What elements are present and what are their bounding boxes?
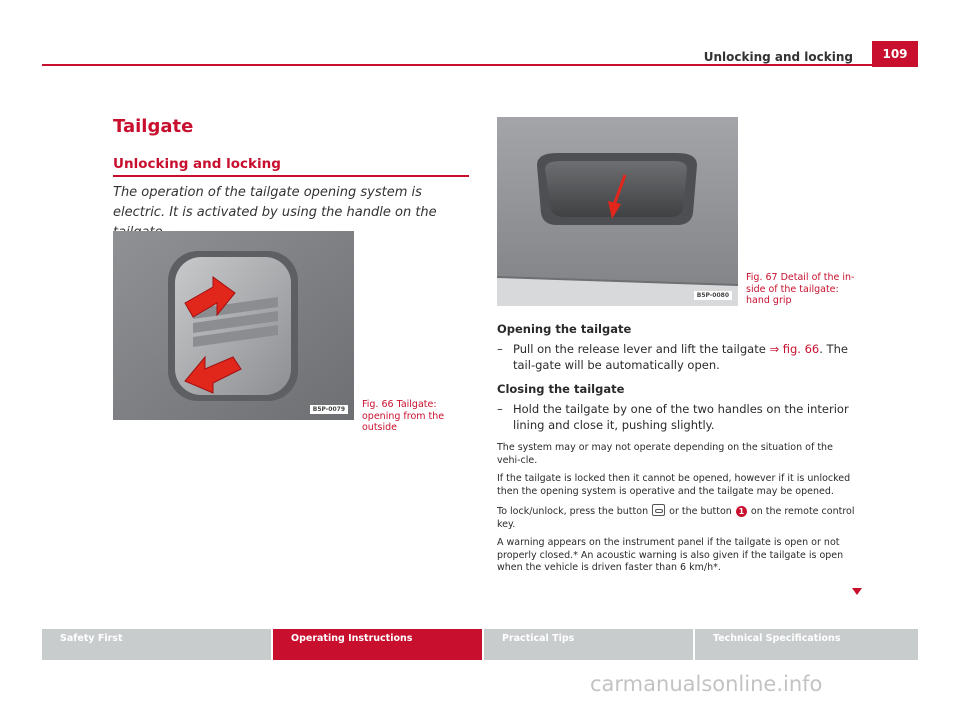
figure-code: B5P-0080 [694, 291, 732, 300]
step-dash: – [497, 342, 503, 356]
opening-text-b: . The tail-gate will be automatically open. [513, 342, 848, 372]
figure-66-image [113, 231, 354, 420]
section-title: Tailgate [113, 116, 194, 137]
subsection-title: Unlocking and locking [113, 156, 281, 172]
page-number: 109 [872, 41, 918, 67]
intro-text: The operation of the tailgate opening system is electric. It is activated by using the handle on the [113, 185, 437, 220]
closing-step [497, 402, 859, 433]
closing-text: Hold the tailgate by one of the two handles on the interior lining and close it, pushing slightly. [513, 402, 849, 432]
opening-step [497, 342, 859, 373]
note-3-text-b: or the button [666, 506, 735, 517]
triangle-down-icon [852, 588, 862, 595]
note-4: A warning appears on the instrument panel if the tailgate is open or not properly closed.* An acoustic warning is also given if the tailgate is open when the vehicle is driven faster than 6 km/h*. [497, 537, 844, 573]
figure-67-image [497, 117, 738, 306]
tab-safety-first[interactable]: Safety First [42, 629, 271, 660]
figure-67-caption: Fig. 67 Detail of the in-side of the tailgate: hand grip [746, 272, 855, 306]
figure-66-caption: Fig. 66 Tailgate: opening from the outside [362, 399, 445, 433]
header-rule [42, 64, 872, 66]
tailgate-button-icon [652, 504, 665, 516]
opening-text-a: Pull on the release lever and lift the tailgate [513, 342, 770, 356]
tab-practical-tips[interactable]: Practical Tips [484, 629, 693, 660]
tailgate-handle-illustration [113, 231, 354, 420]
note-2: If the tailgate is locked then it cannot be opened, however if it is unlocked then the opening system is operative and the tailgate may be opened. [497, 473, 851, 497]
running-header-title: Unlocking and locking [703, 50, 853, 64]
opening-heading: Opening the tailgate [497, 322, 632, 336]
note-1: The system may or may not operate depending on the situation of the vehi-cle. [497, 442, 833, 466]
note-3-text-a: To lock/unlock, press the button [497, 506, 652, 517]
remote-button-number-badge: 1 [736, 506, 747, 517]
tab-operating-instructions[interactable]: Operating Instructions [273, 629, 482, 660]
tab-technical-specifications[interactable]: Technical Specifications [695, 629, 918, 660]
closing-heading: Closing the tailgate [497, 382, 625, 396]
note-3 [497, 504, 859, 531]
instructions-column [497, 322, 859, 581]
subsection-rule [113, 175, 469, 177]
note-3-text-c: on the remote control key. [497, 506, 855, 530]
figure-code: B5P-0079 [310, 405, 348, 414]
figure-66-reference-link[interactable]: ⇒ fig. 66 [769, 342, 820, 356]
step-dash: – [497, 402, 503, 416]
tailgate-grip-illustration [497, 117, 738, 306]
watermark: carmanualsonline.info [590, 672, 823, 696]
